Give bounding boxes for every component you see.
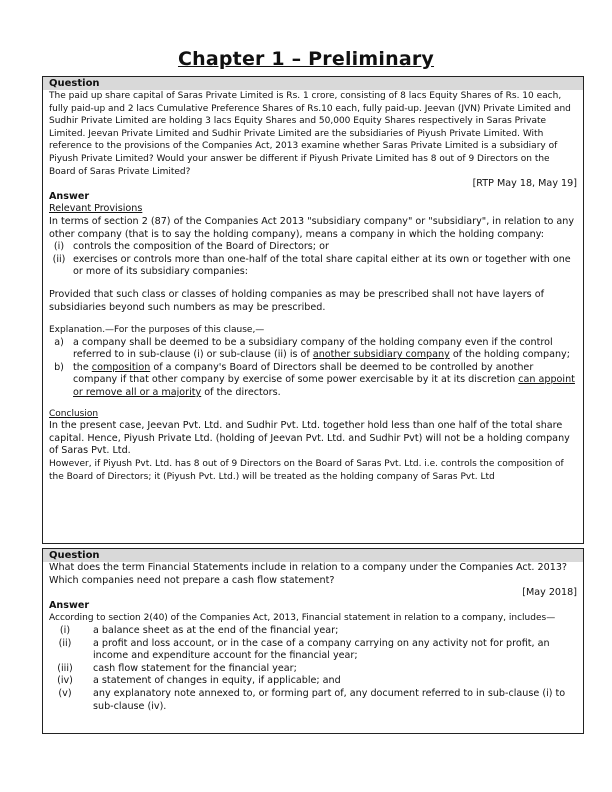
list-item <box>49 638 577 663</box>
list-number: (iv) <box>57 675 73 687</box>
provision-text: controls the composition of the Board of Directors; or <box>73 241 329 253</box>
conclusion-text: In the present case, Jeevan Pvt. Ltd. and Sudhir Pvt. Ltd. together hold less than one half of the total share capital. Hence, Piyush Private Ltd. (holding of Jeevan Pvt. Ltd. and Sudhir Pvt) will not be a holding company of Saras Pvt. Ltd. <box>49 420 570 457</box>
list-item <box>49 688 577 713</box>
explanation-item-b <box>49 362 577 400</box>
question-reference: [May 2018] <box>522 587 577 599</box>
page-title: Chapter 1 – Preliminary <box>177 48 435 70</box>
explanation-text: the <box>73 361 92 373</box>
explanation-underlined: another subsidiary company <box>312 349 450 361</box>
question-box-1 <box>42 76 584 544</box>
list-number: (v) <box>58 687 72 699</box>
provision-number: (ii) <box>52 253 66 265</box>
question-reference: [RTP May 18, May 19] <box>472 178 577 190</box>
explanation-item-a <box>49 337 577 362</box>
list-number: (i) <box>59 624 71 636</box>
explanation-heading: Explanation.—For the purposes of this clause,— <box>49 325 265 336</box>
answer-heading: Answer <box>49 599 90 611</box>
conclusion-text: However, if Piyush Pvt. Ltd. has 8 out of 9 Directors on the Board of Saras Pvt. Ltd. i.e. controls the composition of the Board of Directors; it (Piyush Pvt. Ltd.) will be treated as the holding company of Saras Pvt. Ltd <box>49 459 564 482</box>
conclusion-heading: Conclusion <box>49 408 99 419</box>
list-item <box>49 663 577 676</box>
list-text: a statement of changes in equity, if applicable; and <box>93 675 341 687</box>
question-heading: Question <box>43 549 583 562</box>
list-text: cash flow statement for the financial year; <box>93 662 297 674</box>
explanation-number: b) <box>54 361 64 373</box>
provision-item <box>49 254 577 279</box>
list-text: a balance sheet as at the end of the financial year; <box>93 624 339 636</box>
question-text: The paid up share capital of Saras Private Limited is Rs. 1 crore, consisting of 8 lacs Equity Shares of Rs. 10 each, fully paid-up and 2 lacs Cumulative Preference Shares of Rs.10 each, fully paid-up. Jeevan (JVN) Private Limited and Sudhir Private Limited are holding 3 lacs Equity Shares and 50,000 Equity Shares respectively in Saras Private Limited. Jeevan Private Limited and Sudhir Private Limited are the subsidiaries of Piyush Private Limited. With reference to the provisions of the Companies Act, 2013 examine whether Saras Private Limited is a subsidiary of Piyush Private Limited? Would your answer be different if Piyush Private Limited has 8 out of 9 Directors on the Board of Saras Private Limited? <box>49 91 571 177</box>
explanation-text: of the directors. <box>201 387 281 399</box>
list-number: (ii) <box>58 637 72 649</box>
provision-item <box>49 241 577 254</box>
answer-intro: According to section 2(40) of the Companies Act, 2013, Financial statement in relation to a company, includes— <box>49 613 556 624</box>
explanation-text: of a company's Board of Directors shall be deemed to be controlled by another company if that other company by exercise of some power exercisable by it at its discretion <box>73 361 534 386</box>
explanation-text: of the holding company; <box>449 349 570 361</box>
proviso-text: Provided that such class or classes of holding companies as may be prescribed shall not have layers of subsidiaries beyond such numbers as may be prescribed. <box>49 288 544 313</box>
explanation-underlined: composition <box>91 361 151 373</box>
question-heading: Question <box>43 77 583 90</box>
answer-heading: Answer <box>49 190 90 202</box>
question-box-2 <box>42 548 584 734</box>
relevant-provisions-heading: Relevant Provisions <box>49 203 143 215</box>
provision-intro: In terms of section 2 (87) of the Companies Act 2013 "subsidiary company" or "subsidiary", in relation to any other company (that is to say the holding company), means a company in which the holding company: <box>49 215 575 240</box>
explanation-text: a company shall be deemed to be a subsidiary company of the holding company even if the control referred to in sub-clause (i) or sub-clause (ii) is of <box>73 336 553 361</box>
provision-text: exercises or controls more than one-half of the total share capital either at its own or together with one or more of its subsidiary companies: <box>73 253 571 278</box>
question-text: What does the term Financial Statements include in relation to a company under the Companies Act. 2013? Which companies need not prepare a cash flow statement? <box>49 562 568 586</box>
list-number: (iii) <box>57 662 73 674</box>
list-item <box>49 625 577 638</box>
explanation-number: a) <box>54 336 64 348</box>
provision-number: (i) <box>53 241 65 253</box>
list-text: any explanatory note annexed to, or forming part of, any document referred to in sub-clause (i) to sub-clause (iv). <box>93 687 566 712</box>
list-text: a profit and loss account, or in the case of a company carrying on any activity not for profit, an income and expenditure account for the financial year; <box>93 637 550 662</box>
explanation-underlined: can appoint or remove all or a majority <box>73 374 575 399</box>
list-item <box>49 675 577 688</box>
